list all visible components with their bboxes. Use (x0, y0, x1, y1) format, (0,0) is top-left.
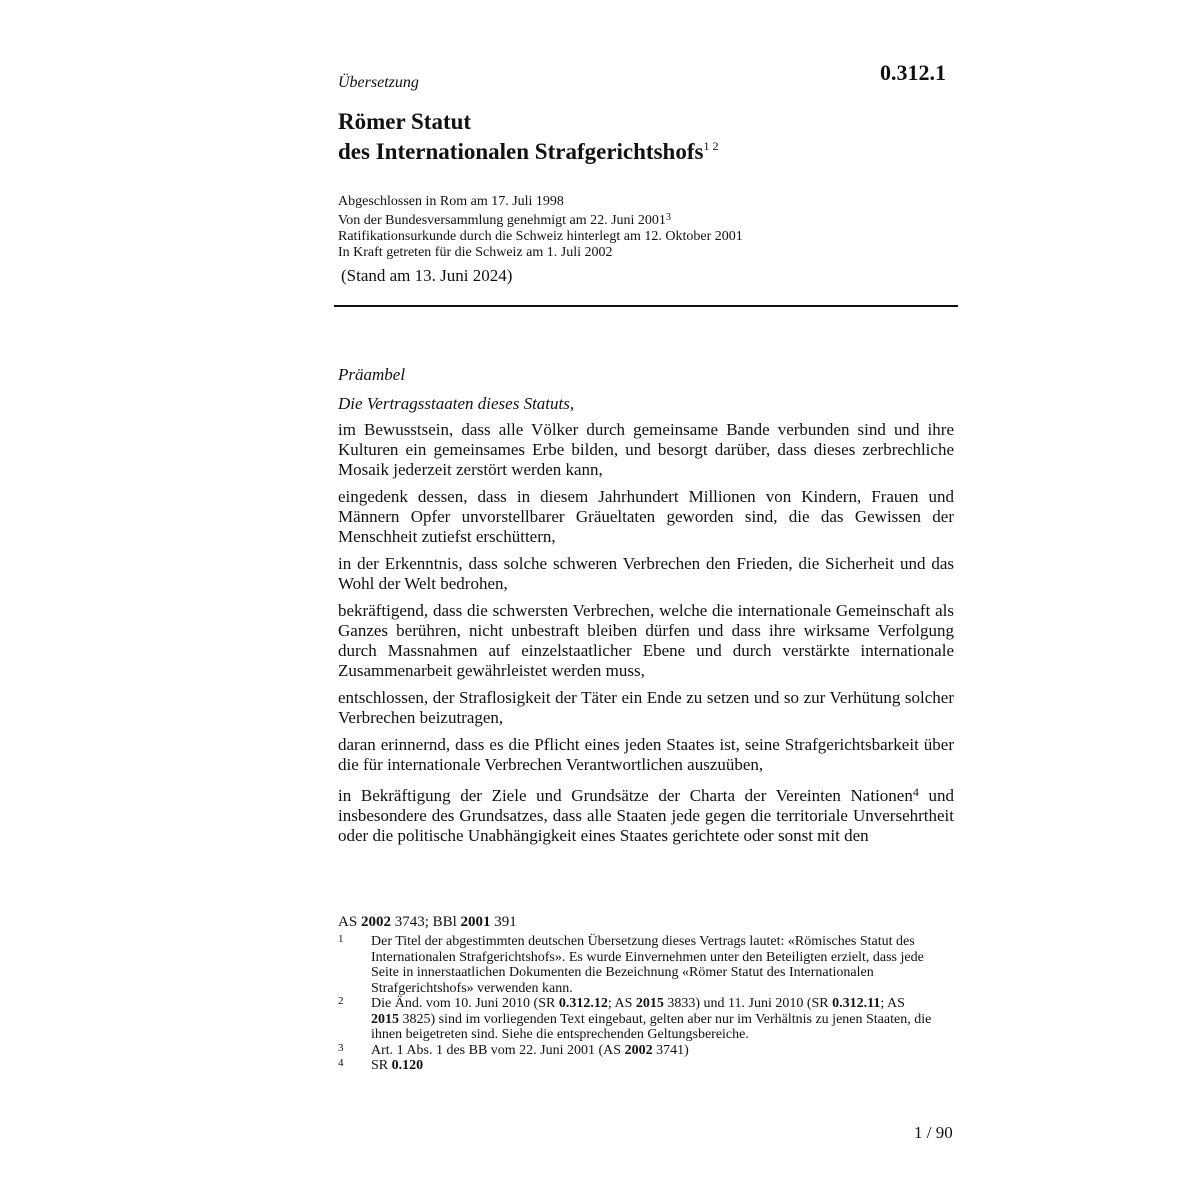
in-force-date: In Kraft getreten für die Schweiz am 1. Juli 2002 (338, 245, 613, 260)
preamble-intro: Die Vertragsstaaten dieses Statuts, (338, 394, 575, 413)
page-number: 1 / 90 (914, 1123, 953, 1142)
footnote-3 (338, 1043, 934, 1059)
fn2-text: ; AS (607, 996, 636, 1011)
as-page: 3743; BBl (390, 914, 461, 930)
approved-text: Von der Bundesversammlung genehmigt am 22. Juni 2001 (338, 213, 666, 228)
official-collection-ref (338, 914, 517, 931)
footnote-number: 3 (338, 1041, 344, 1054)
bbl-page: 391 (490, 914, 517, 930)
treaty-metadata (338, 194, 743, 261)
fn3-text: Art. 1 Abs. 1 des BB vom 22. Juni 2001 (AS (371, 1042, 625, 1058)
footnote-1 (338, 934, 934, 996)
preamble-paragraph: bekräftigend, dass die schwersten Verbrechen, welche die internationale Gemeinschaft als Ganzes berühren, nicht unbestraft bleiben dürfen und dass ihre wirksame Verfolgung durch Massnahmen auf einzelstaatlicher Ebene und durch verstärkte internationale Zusammenarbeit gewährleistet werden muss, (338, 601, 954, 680)
as-link[interactable]: 2015 (635, 996, 664, 1011)
as-link[interactable]: 2015 (371, 1011, 399, 1027)
p7-text-b: und insbesondere des Grundsatzes, dass alle Staaten jede gegen die territoriale Unversehrtheit oder die politische Unabhängigkeit eines Staates gerichtete oder sonst mit den (338, 786, 954, 845)
title-line-1: Römer Statut (338, 109, 472, 134)
title-line-2-text: des Internationalen Strafgerichtshofs (338, 139, 704, 164)
fn2-text: ; AS (880, 996, 905, 1011)
approved-date (338, 210, 743, 229)
un-charter-footnote-ref[interactable]: 4 (912, 785, 919, 799)
title-footnote-refs[interactable]: 1 2 (703, 139, 719, 153)
sr-link[interactable]: 0.312.12 (558, 996, 608, 1011)
preamble-paragraph: daran erinnernd, dass es die Pflicht eines jeden Staates ist, seine Strafgerichtsbarkeit über die für internationale Verbrechen Verantwortlichen auszuüben, (338, 735, 954, 774)
preamble-paragraph: im Bewusstsein, dass alle Völker durch gemeinsame Bande verbunden sind und ihre Kulturen ein gemeinsames Erbe bilden, und besorgt darüber, dass dieses zerbrechliche Mosaik jederzeit zerstört werden kann, (338, 420, 954, 479)
translation-label: Übersetzung (338, 74, 419, 91)
preamble-paragraph (338, 782, 954, 846)
footnote-number: 1 (338, 933, 344, 945)
as-link[interactable]: 2002 (624, 1042, 653, 1058)
concluded-date: Abgeschlossen in Rom am 17. Juli 1998 (338, 194, 564, 209)
preamble-paragraph: entschlossen, der Straflosigkeit der Täter ein Ende zu setzen und so zur Verhütung solcher Verbrechen beizutragen, (338, 688, 954, 727)
footnote-text: Der Titel der abgestimmten deutschen Übersetzung dieses Vertrags lautet: «Römisches Statut des Internationalen Strafgerichtshofs». Es wurde Einvernehmen unter den Beteiligten erzielt, dass jede Seite in innerstaatlichen Dokumenten die Bezeichnung «Römer Statut des Internationalen Strafgerichtshofs» verwenden kann. (371, 934, 924, 996)
footnotes (338, 934, 934, 1074)
approved-footnote-ref[interactable]: 3 (665, 212, 671, 223)
sr-link[interactable]: 0.120 (391, 1058, 424, 1073)
fn4-text: SR (371, 1058, 392, 1073)
preamble-body (338, 420, 954, 853)
sr-number: 0.312.1 (880, 60, 946, 85)
fn2-text: 3825) sind im vorliegenden Text eingebaut, gelten aber nur im Verhältnis zu jenen Staaten, die ihnen beigetreten sind. Siehe die entsprechenden Geltungsbereiche. (371, 1011, 932, 1042)
preamble-heading: Präambel (338, 365, 406, 384)
as-year: 2002 (360, 914, 391, 930)
fn3-text: 3741) (652, 1042, 689, 1058)
header-divider (334, 305, 958, 307)
preamble-paragraph: eingedenk dessen, dass in diesem Jahrhundert Millionen von Kindern, Frauen und Männern Opfer unvorstellbarer Gräueltaten geworden sind, die das Gewissen der Menschheit zutiefst erschüttern, (338, 487, 954, 546)
footnote-number: 2 (338, 995, 344, 1007)
footnote-4 (338, 1058, 934, 1074)
fn2-text: Die Änd. vom 10. Juni 2010 (SR (371, 996, 559, 1011)
ratification-date: Ratifikationsurkunde durch die Schweiz hinterlegt am 12. Oktober 2001 (338, 229, 743, 244)
footnote-number: 4 (338, 1057, 344, 1069)
preamble-paragraph: in der Erkenntnis, dass solche schweren Verbrechen den Frieden, die Sicherheit und das Wohl der Welt bedrohen, (338, 554, 954, 593)
document-title (338, 109, 718, 164)
status-date: (Stand am 13. Juni 2024) (341, 266, 513, 285)
sr-link[interactable]: 0.312.11 (832, 996, 881, 1011)
title-line-2 (338, 134, 718, 164)
bbl-year: 2001 (460, 914, 491, 930)
footnote-2 (338, 996, 934, 1043)
fn2-text: 3833) und 11. Juni 2010 (SR (663, 996, 833, 1011)
p7-text-a: in Bekräftigung der Ziele und Grundsätze der Charta der Vereinten Nationen (338, 786, 913, 805)
as-prefix: AS (338, 914, 361, 930)
